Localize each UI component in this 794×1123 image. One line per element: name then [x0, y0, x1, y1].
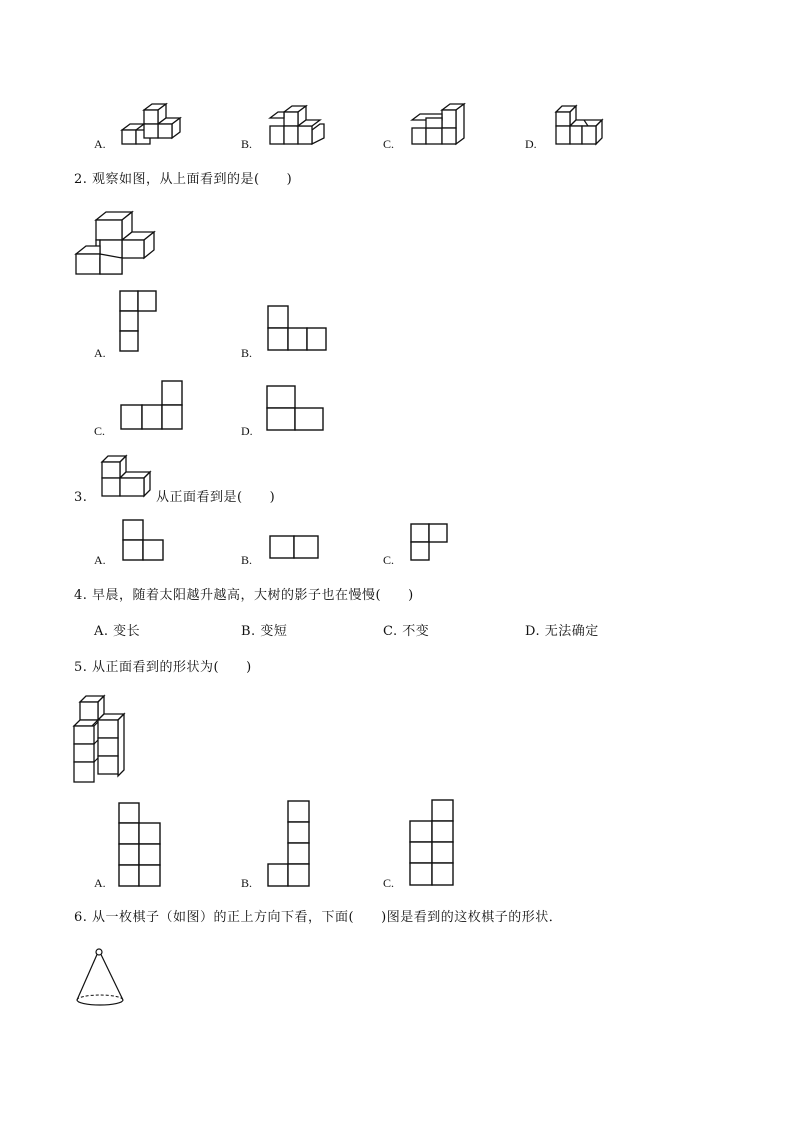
q3-option-a-figure — [121, 518, 165, 562]
q5-option-c-label[interactable]: C. — [383, 876, 395, 890]
q1-option-c-label[interactable]: C. — [383, 137, 395, 151]
q5-option-b-label[interactable]: B. — [241, 876, 253, 890]
q5-option-b-figure — [266, 799, 312, 889]
q2-option-a-figure — [118, 289, 158, 353]
q5-stem — [74, 660, 252, 676]
q2-option-d-label[interactable]: D. — [241, 424, 253, 438]
q4-option-c[interactable] — [383, 624, 429, 640]
q6-cone-figure — [74, 946, 128, 1012]
q1-option-a-figure — [118, 102, 180, 146]
q5-figure — [72, 694, 128, 786]
q2-text: 观察如图，从上面看到的是( ) — [92, 172, 293, 187]
q5-option-c-figure — [408, 798, 456, 888]
q3-option-c-figure — [409, 522, 449, 562]
q4-option-d[interactable] — [525, 624, 599, 640]
q6-stem — [74, 910, 562, 926]
q2-option-c-label[interactable]: C. — [94, 424, 106, 438]
q2-option-c-figure — [119, 379, 185, 431]
q3-option-a-label[interactable]: A. — [94, 553, 106, 567]
q5-number: 5. — [74, 660, 88, 675]
q4-option-a-text: 变长 — [113, 624, 141, 639]
q4-option-d-label: D. — [525, 624, 541, 639]
q1-option-c-figure — [410, 104, 466, 146]
q5-option-a-label[interactable]: A. — [94, 876, 106, 890]
q1-option-d-label[interactable]: D. — [525, 137, 537, 151]
q4-text: 早晨，随着太阳越升越高，大树的影子也在慢慢( ) — [92, 588, 414, 603]
q2-figure — [74, 210, 158, 276]
q4-number: 4. — [74, 588, 88, 603]
q6-text: 从一枚棋子（如图）的正上方向下看，下面( )图是看到的这枚棋子的形状． — [92, 910, 563, 925]
q1-option-d-figure — [554, 106, 610, 146]
q2-option-d-figure — [265, 384, 325, 432]
q3-option-c-label[interactable]: C. — [383, 553, 395, 567]
q3-number: 3. — [74, 490, 88, 505]
q4-option-c-label: C. — [383, 624, 398, 639]
q4-option-b-text: 变短 — [260, 624, 288, 639]
q2-number: 2. — [74, 172, 88, 187]
q3-option-b-figure — [268, 534, 320, 560]
q3-figure — [100, 454, 156, 500]
q5-option-a-figure — [117, 801, 163, 889]
q2-option-a-label[interactable]: A. — [94, 346, 106, 360]
q5-text: 从正面看到的形状为( ) — [92, 660, 252, 675]
q1-option-b-figure — [268, 104, 328, 146]
q2-stem — [74, 172, 292, 188]
q4-option-a[interactable] — [94, 624, 140, 640]
q4-option-c-text: 不变 — [402, 624, 430, 639]
q1-option-b-label[interactable]: B. — [241, 137, 253, 151]
q4-stem — [74, 588, 414, 604]
q3-option-b-label[interactable]: B. — [241, 553, 253, 567]
q4-option-d-text: 无法确定 — [544, 624, 599, 639]
q3-text: 从正面看到是( ) — [156, 490, 276, 505]
q4-option-b-label: B. — [241, 624, 256, 639]
q2-option-b-figure — [266, 304, 328, 352]
q1-option-a-label[interactable]: A. — [94, 137, 106, 151]
q6-number: 6. — [74, 910, 88, 925]
q2-option-b-label[interactable]: B. — [241, 346, 253, 360]
q4-option-b[interactable] — [241, 624, 287, 640]
q4-option-a-label: A. — [94, 624, 109, 639]
